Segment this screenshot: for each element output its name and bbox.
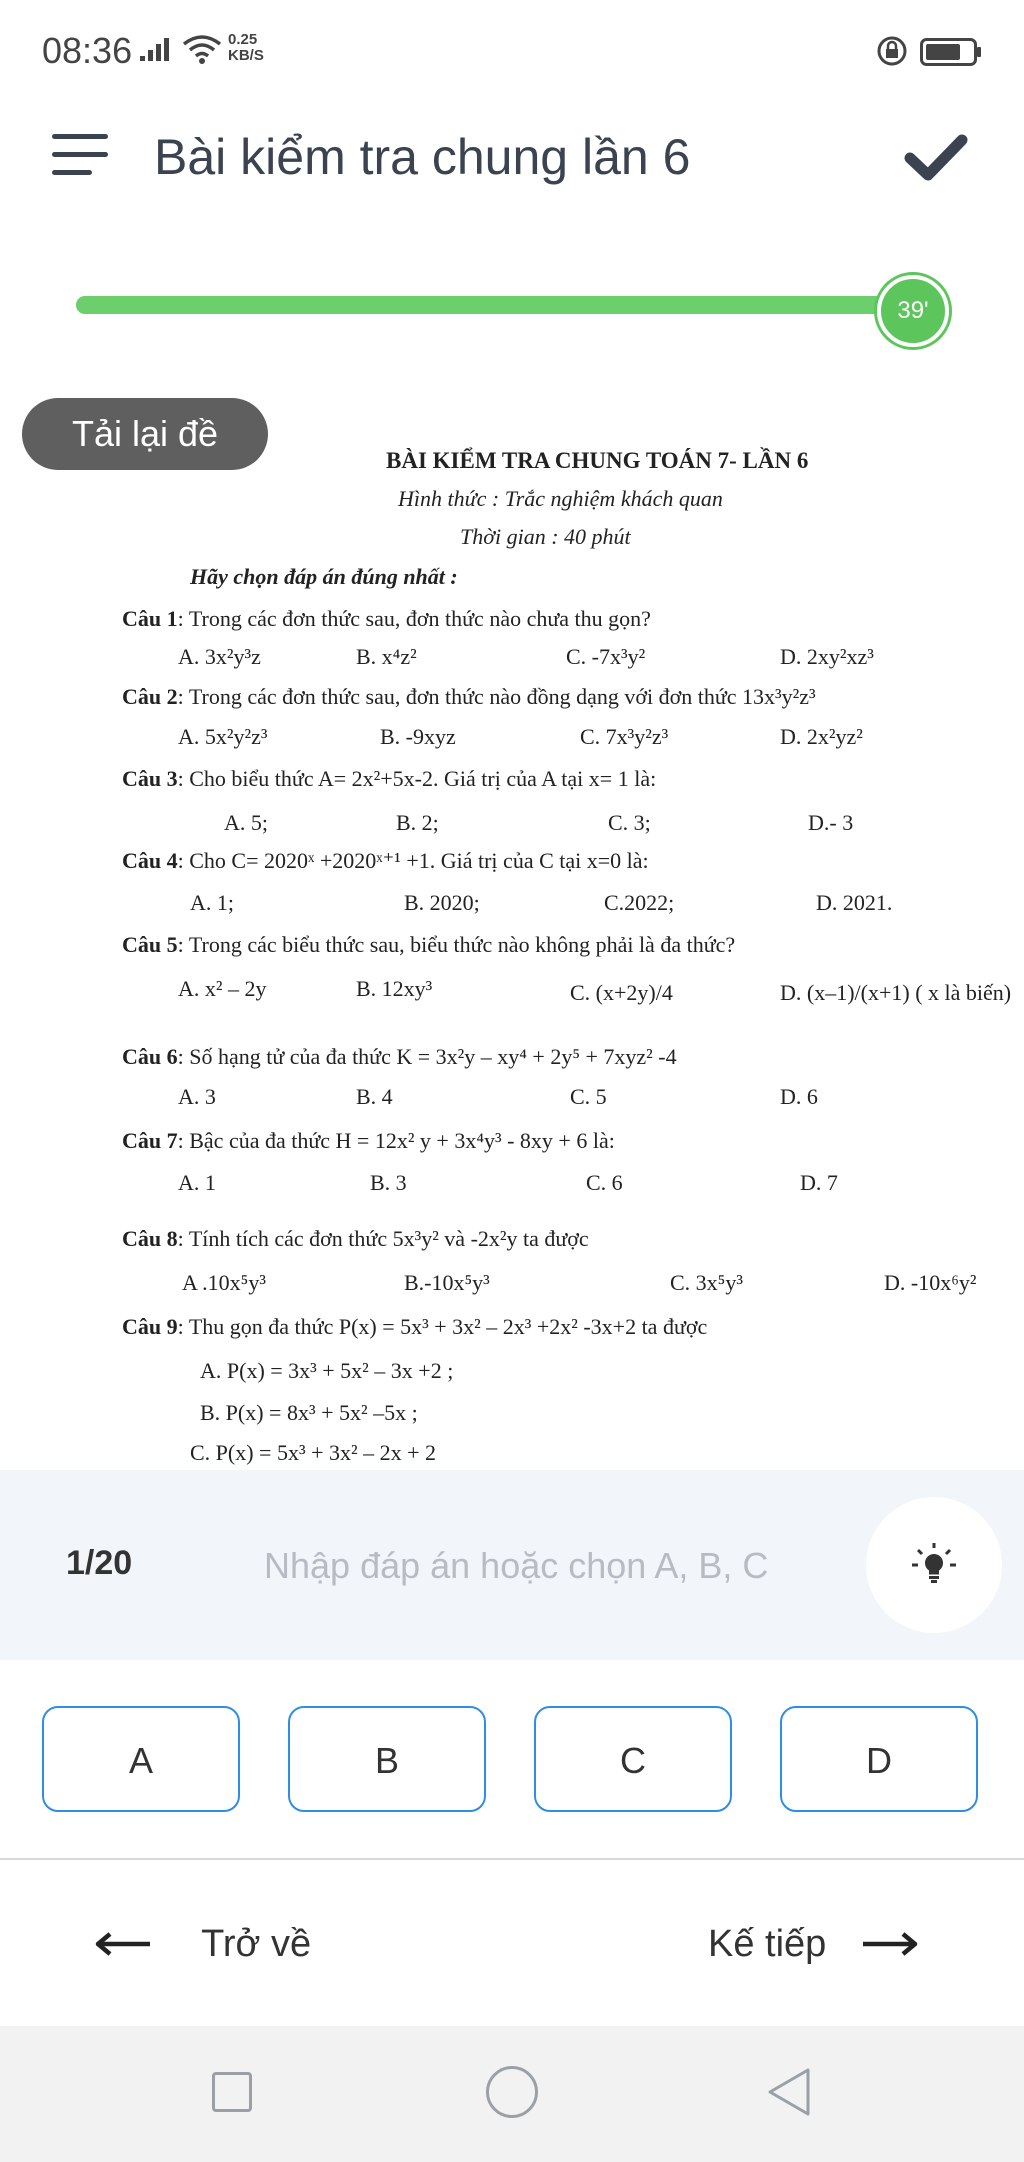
timer-badge: 39': [877, 275, 949, 347]
option: D.- 3: [808, 810, 854, 835]
option: B. -9xyz: [380, 724, 456, 749]
next-button[interactable]: [708, 1912, 919, 1976]
question-label: Câu 5: [122, 932, 178, 957]
question-9: [122, 1314, 707, 1340]
back-button[interactable]: [94, 1912, 311, 1976]
question-text: : Cho biểu thức A= 2x²+5x-2. Giá trị của A tại x= 1 là:: [177, 766, 657, 791]
choice-button-a[interactable]: A: [42, 1706, 240, 1812]
network-speed-unit: KB/S: [228, 47, 264, 64]
option: C. 3x⁵y³: [670, 1270, 743, 1295]
question-label: Câu 3: [122, 766, 178, 791]
option: A. 5;: [224, 810, 268, 835]
option: D. 2xy²xz³: [780, 644, 874, 669]
exam-form: Hình thức : Trắc nghiệm khách quan: [398, 486, 723, 511]
option: B. 12xy³: [356, 976, 433, 1001]
option: B. 3: [370, 1170, 407, 1195]
exam-title: BÀI KIỂM TRA CHUNG TOÁN 7- LẦN 6: [386, 448, 809, 473]
option: C. 5: [570, 1084, 607, 1109]
option: A. 3: [178, 1084, 216, 1109]
option: D. 7: [800, 1170, 838, 1195]
checkmark-icon[interactable]: [904, 132, 968, 182]
network-speed-value: 0.25: [228, 31, 258, 48]
hamburger-menu-icon[interactable]: [52, 130, 108, 178]
exam-time: Thời gian : 40 phút: [460, 524, 631, 549]
question-text: : Trong các đơn thức sau, đơn thức nào chưa thu gọn?: [177, 606, 651, 631]
question-4: [122, 848, 649, 874]
question-6: [122, 1044, 677, 1070]
question-text: : Tính tích các đơn thức 5x³y² và -2x²y ta được: [177, 1226, 589, 1251]
question-label: Câu 8: [122, 1226, 178, 1251]
choice-button-c[interactable]: C: [534, 1706, 732, 1812]
option: C. 6: [586, 1170, 623, 1195]
question-8: [122, 1226, 589, 1252]
status-time: 08:36: [42, 30, 133, 71]
question-text: : Số hạng tử của đa thức K = 3x²y – xy⁴ + 2y⁵ + 7xyz² -4: [177, 1044, 677, 1069]
question-label: Câu 6: [122, 1044, 178, 1069]
option: B. P(x) = 8x³ + 5x² –5x ;: [200, 1400, 418, 1425]
option: C. 3;: [608, 810, 651, 835]
question-text: : Thu gọn đa thức P(x) = 5x³ + 3x² – 2x³ +2x² -3x+2 ta được: [177, 1314, 708, 1339]
next-label: Kế tiếp: [708, 1923, 827, 1965]
back-triangle-icon[interactable]: [766, 2066, 812, 2118]
question-label: Câu 1: [122, 606, 178, 631]
hint-button[interactable]: [866, 1497, 1002, 1633]
battery-icon: [920, 38, 982, 66]
exam-document: [0, 430, 1024, 1470]
option: A .10x⁵y³: [182, 1270, 266, 1295]
signal-icon: [140, 36, 174, 62]
question-3: [122, 766, 656, 792]
choice-button-d[interactable]: D: [780, 1706, 978, 1812]
arrow-left-icon: [94, 1929, 152, 1959]
divider: [0, 1858, 1024, 1860]
question-text: : Trong các đơn thức sau, đơn thức nào đồng dạng với đơn thức 13x³y²z³: [177, 684, 816, 709]
network-speed: [228, 32, 264, 64]
option: C. 7x³y²z³: [580, 724, 669, 749]
option: A. 3x²y³z: [178, 644, 261, 669]
lightbulb-icon: [910, 1541, 958, 1589]
option: D. -10x⁶y²: [884, 1270, 977, 1295]
option: C. -7x³y²: [566, 644, 646, 669]
back-label: Trở về: [201, 1923, 312, 1965]
option: C. (x+2y)/4: [570, 980, 673, 1005]
home-icon[interactable]: [486, 2066, 538, 2118]
question-label: Câu 2: [122, 684, 178, 709]
status-bar: [0, 0, 1024, 104]
time-progress-fill: [76, 296, 891, 314]
question-counter: 1/20: [66, 1544, 133, 1582]
option: B. 2020;: [404, 890, 480, 915]
option: C.2022;: [604, 890, 675, 915]
question-label: Câu 4: [122, 848, 178, 873]
question-1: [122, 606, 651, 632]
option: A. P(x) = 3x³ + 5x² – 3x +2 ;: [200, 1358, 454, 1383]
reload-exam-button[interactable]: Tải lại đề: [22, 398, 268, 470]
option: B.-10x⁵y³: [404, 1270, 490, 1295]
recent-apps-icon[interactable]: [212, 2072, 252, 2112]
question-label: Câu 7: [122, 1128, 178, 1153]
option: B. x⁴z²: [356, 644, 417, 669]
arrow-right-icon: [861, 1929, 919, 1959]
time-progress-bar: [76, 296, 916, 314]
option: B. 4: [356, 1084, 393, 1109]
option: D. 2021.: [816, 890, 893, 915]
option: D. (x–1)/(x+1) ( x là biến): [780, 980, 1012, 1005]
option: A. 1;: [190, 890, 234, 915]
option: C. P(x) = 5x³ + 3x² – 2x + 2: [190, 1440, 436, 1465]
option: B. 2;: [396, 810, 439, 835]
choice-button-b[interactable]: B: [288, 1706, 486, 1812]
option: A. 1: [178, 1170, 216, 1195]
question-text: : Bậc của đa thức H = 12x² y + 3x⁴y³ - 8xy + 6 là:: [177, 1128, 615, 1153]
option: D. 2x²yz²: [780, 724, 863, 749]
lock-rotation-icon: [876, 35, 908, 67]
wifi-icon: [182, 34, 222, 64]
question-7: [122, 1128, 615, 1154]
question-text: : Trong các biểu thức sau, biểu thức nào không phải là đa thức?: [177, 932, 736, 957]
option: A. 5x²y²z³: [178, 724, 268, 749]
answer-input[interactable]: [262, 1530, 826, 1602]
question-2: [122, 684, 816, 710]
question-text: : Cho C= 2020ˣ +2020ˣ⁺¹ +1. Giá trị của C tại x=0 là:: [177, 848, 649, 873]
question-label: Câu 9: [122, 1314, 178, 1339]
question-5: [122, 932, 735, 958]
option: A. x² – 2y: [178, 976, 267, 1001]
page-title: Bài kiểm tra chung lần 6: [154, 129, 691, 185]
option: D. 6: [780, 1084, 818, 1109]
exam-instruction: Hãy chọn đáp án đúng nhất :: [190, 564, 458, 589]
